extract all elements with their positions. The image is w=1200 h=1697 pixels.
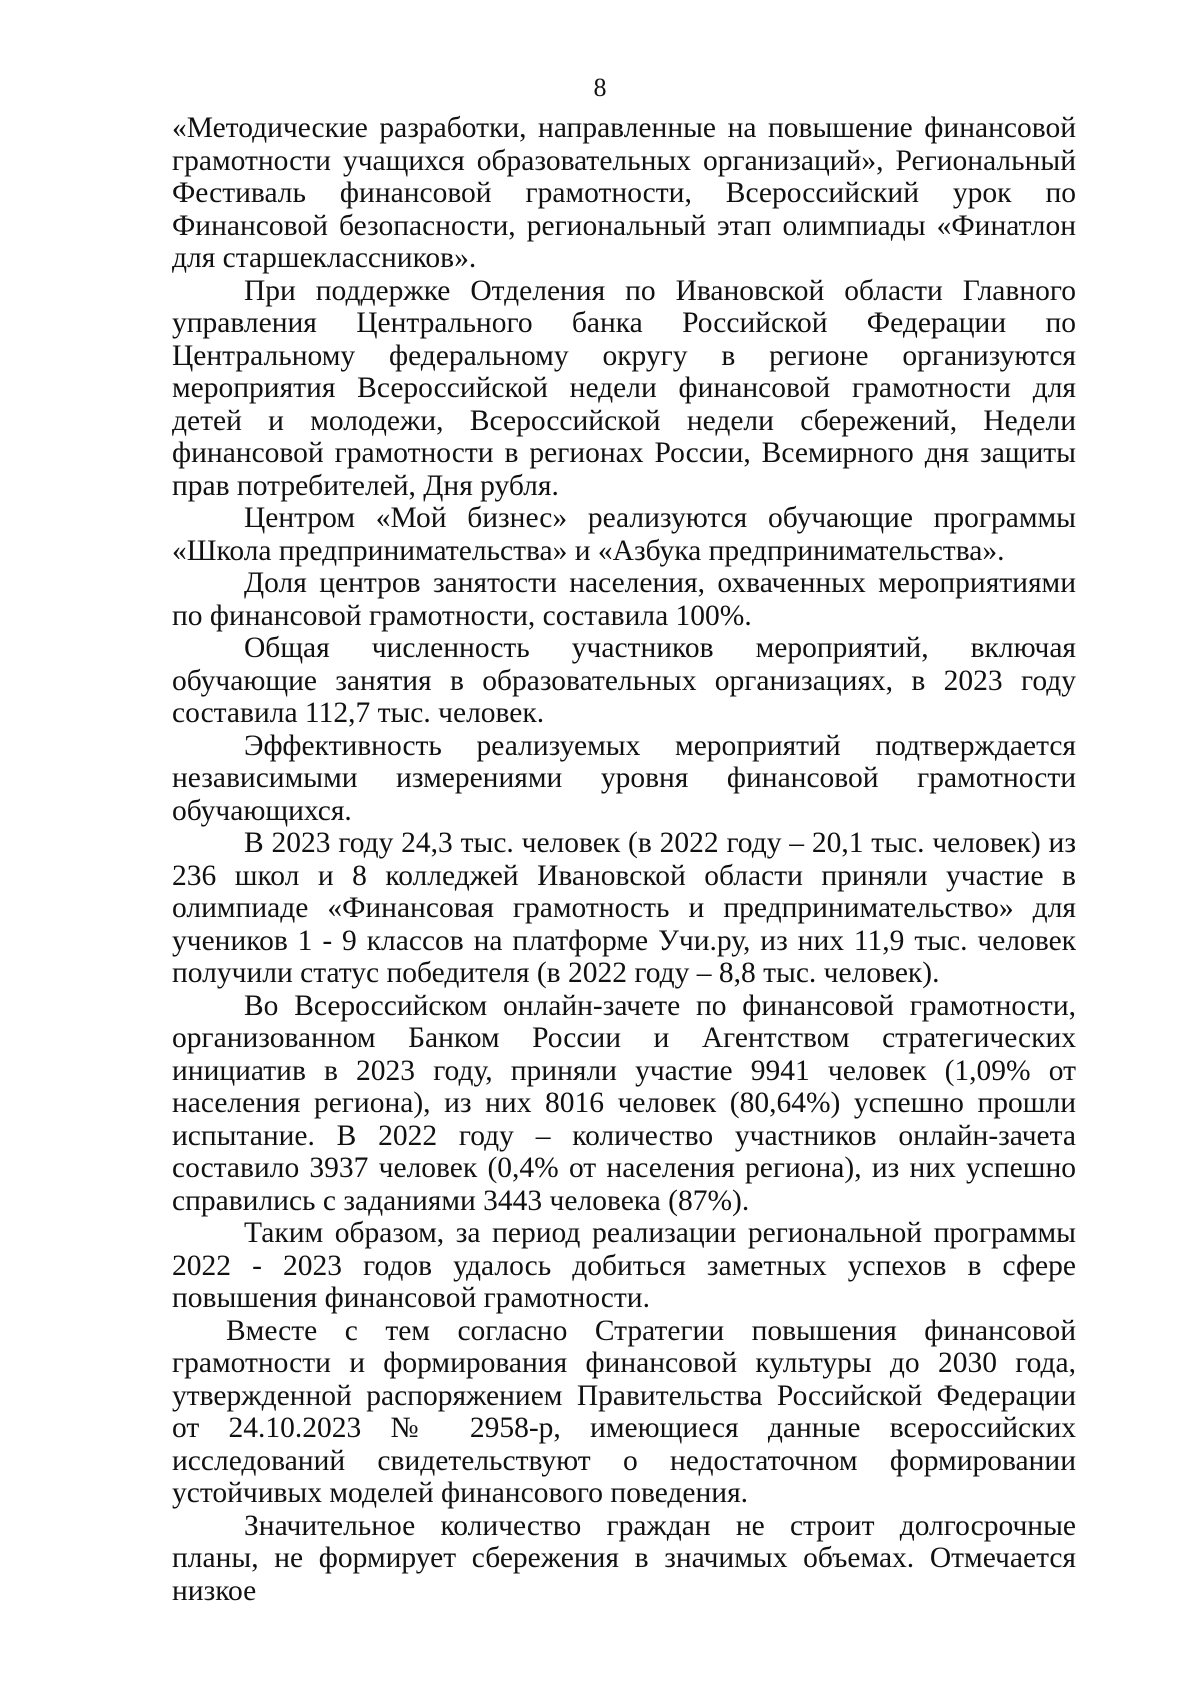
paragraph-1: «Методические разработки, направленные на повышение финансовой грамотности учащихся образовательных организаций», Региональный Фестиваль финансовой грамотности, Всероссийский урок по Финансовой безопасности, региональный этап олимпиады «Финатлон для старшеклассников». xyxy=(172,112,1076,274)
paragraph-3: Центром «Мой бизнес» реализуются обучающие программы «Школа предпринимательства» и «Азбука предпринимательства». xyxy=(172,502,1076,567)
paragraph-9: Таким образом, за период реализации региональной программы 2022 - 2023 годов удалось добиться заметных успехов в сфере повышения финансовой грамотности. xyxy=(172,1217,1076,1314)
paragraph-8: Во Всероссийском онлайн-зачете по финансовой грамотности, организованном Банком России и Агентством стратегических инициатив в 2023 году, приняли участие 9941 человек (1,09% от населения региона), из них 8016 человек (80,64%) успешно прошли испытание. В 2022 году – количество участников онлайн-зачета составило 3937 человек (0,4% от населения региона), из них успешно справились с заданиями 3443 человека (87%). xyxy=(172,989,1076,1217)
paragraph-6: Эффективность реализуемых мероприятий подтверждается независимыми измерениями уровня финансовой грамотности обучающихся. xyxy=(172,729,1076,827)
paragraph-2: При поддержке Отделения по Ивановской области Главного управления Центрального банка Российской Федерации по Центральному федеральному округу в регионе организуются мероприятия Всероссийской недели финансовой грамотности для детей и молодежи, Всероссийской недели сбережений, Недели финансовой грамотности в регионах России, Всемирного дня защиты прав потребителей, Дня рубля. xyxy=(172,274,1076,502)
page-number: 8 xyxy=(593,73,607,102)
paragraph-7: В 2023 году 24,3 тыс. человек (в 2022 году – 20,1 тыс. человек) из 236 школ и 8 колледжей Ивановской области приняли участие в олимпиаде «Финансовая грамотность и предпринимательство» для учеников 1 - 9 классов на платформе Учи.ру, из них 11,9 тыс. человек получили статус победителя (в 2022 году – 8,8 тыс. человек). xyxy=(172,827,1076,989)
paragraph-11: Значительное количество граждан не строит долгосрочные планы, не формирует сбережения в значимых объемах. Отмечается низкое xyxy=(172,1509,1076,1607)
paragraph-5: Общая численность участников мероприятий, включая обучающие занятия в образовательных организациях, в 2023 году составила 112,7 тыс. человек. xyxy=(172,632,1076,729)
document-body xyxy=(172,112,1076,1607)
paragraph-10: Вместе с тем согласно Стратегии повышения финансовой грамотности и формирования финансовой культуры до 2030 года, утвержденной распоряжением Правительства Российской Федерации от 24.10.2023 № 2958-р, имеющиеся данные всероссийских исследований свидетельствуют о недостаточном формировании устойчивых моделей финансового поведения. xyxy=(172,1314,1076,1509)
paragraph-4: Доля центров занятости населения, охваченных мероприятиями по финансовой грамотности, составила 100%. xyxy=(172,567,1076,632)
